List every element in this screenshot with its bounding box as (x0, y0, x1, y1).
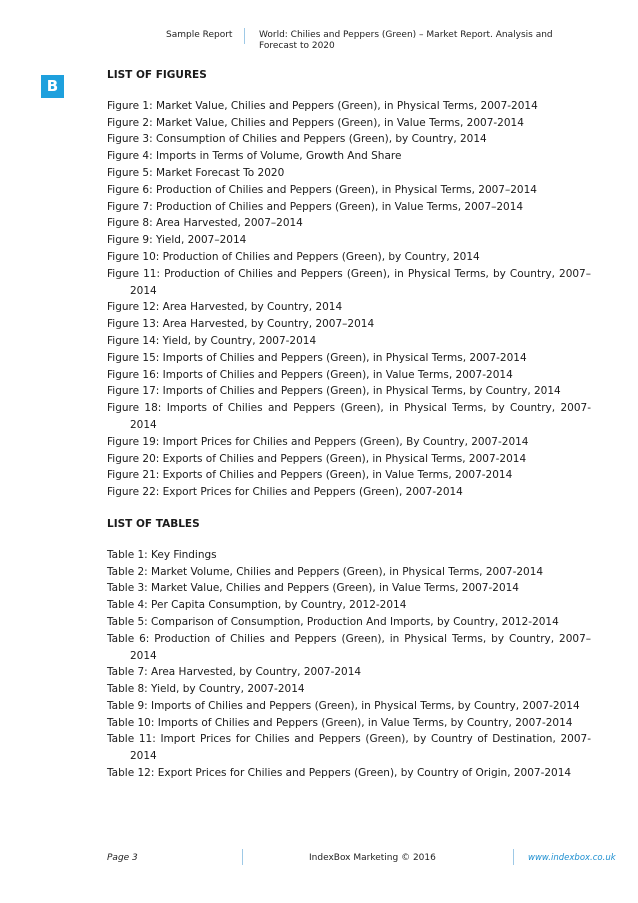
figure-list-item: Figure 5: Market Forecast To 2020 (107, 166, 285, 179)
figures-heading: LIST OF FIGURES (107, 69, 207, 81)
table-list-item: Table 5: Comparison of Consumption, Production And Imports, by Country, 2012-2014 (107, 615, 559, 628)
footer-copyright: IndexBox Marketing © 2016 (309, 853, 436, 863)
tables-heading: LIST OF TABLES (107, 517, 200, 530)
figure-list-item: Figure 11: Production of Chilies and Peppers (Green), in Physical Terms, by Country, 2007–2014 (107, 267, 591, 297)
figure-list-item: Figure 9: Yield, 2007–2014 (107, 234, 247, 247)
table-list-item: Table 1: Key Findings (107, 548, 217, 561)
figure-list-item: Figure 19: Import Prices for Chilies and Peppers (Green), By Country, 2007-2014 (107, 435, 529, 448)
figure-list-item: Figure 7: Production of Chilies and Peppers (Green), in Value Terms, 2007–2014 (107, 200, 524, 213)
figure-list-item: Figure 2: Market Value, Chilies and Peppers (Green), in Value Terms, 2007-2014 (107, 116, 524, 129)
table-list-item: Table 7: Area Harvested, by Country, 2007-2014 (107, 666, 362, 679)
table-list-item: Table 9: Imports of Chilies and Peppers (Green), in Physical Terms, by Country, 2007-2014 (107, 699, 580, 712)
tables-list (107, 547, 591, 782)
table-list-item: Table 10: Imports of Chilies and Peppers (Green), in Value Terms, by Country, 2007-2014 (107, 716, 573, 729)
figure-list-item: Figure 17: Imports of Chilies and Peppers (Green), in Physical Terms, by Country, 2014 (107, 385, 561, 398)
table-list-item: Table 4: Per Capita Consumption, by Country, 2012-2014 (107, 599, 407, 612)
table-list-item: Table 3: Market Value, Chilies and Peppers (Green), in Value Terms, 2007-2014 (107, 582, 519, 595)
figure-list-item: Figure 12: Area Harvested, by Country, 2014 (107, 301, 343, 314)
footer-divider-right (513, 849, 514, 865)
figure-list-item: Figure 20: Exports of Chilies and Peppers (Green), in Physical Terms, 2007-2014 (107, 452, 527, 465)
figure-list-item: Figure 1: Market Value, Chilies and Peppers (Green), in Physical Terms, 2007-2014 (107, 99, 538, 112)
figure-list-item: Figure 3: Consumption of Chilies and Peppers (Green), by Country, 2014 (107, 133, 487, 146)
table-list-item: Table 11: Import Prices for Chilies and Peppers (Green), by Country of Destination, 2007-2014 (107, 733, 591, 763)
figure-list-item: Figure 16: Imports of Chilies and Peppers (Green), in Value Terms, 2007-2014 (107, 368, 513, 381)
table-list-item: Table 6: Production of Chilies and Peppers (Green), in Physical Terms, by Country, 2007–2014 (107, 632, 591, 662)
figure-list-item: Figure 13: Area Harvested, by Country, 2007–2014 (107, 318, 375, 331)
figure-list-item: Figure 6: Production of Chilies and Peppers (Green), in Physical Terms, 2007–2014 (107, 183, 537, 196)
figure-list-item: Figure 18: Imports of Chilies and Peppers (Green), in Physical Terms, by Country, 2007-2014 (107, 402, 591, 431)
footer-website-link[interactable]: www.indexbox.co.uk (528, 853, 616, 863)
figures-list (107, 98, 591, 501)
header-divider (244, 28, 245, 44)
table-list-item: Table 12: Export Prices for Chilies and Peppers (Green), by Country of Origin, 2007-2014 (107, 767, 572, 780)
figure-list-item: Figure 21: Exports of Chilies and Peppers (Green), in Value Terms, 2007-2014 (107, 469, 513, 482)
footer-divider-left (242, 849, 243, 865)
brand-logo: B (41, 75, 64, 98)
figure-list-item: Figure 14: Yield, by Country, 2007-2014 (107, 334, 317, 347)
figure-list-item: Figure 15: Imports of Chilies and Peppers (Green), in Physical Terms, 2007-2014 (107, 351, 527, 364)
figure-list-item: Figure 4: Imports in Terms of Volume, Growth And Share (107, 150, 402, 163)
footer-page-number: Page 3 (107, 853, 138, 863)
table-list-item: Table 8: Yield, by Country, 2007-2014 (107, 683, 305, 696)
header-report-title: World: Chilies and Peppers (Green) – Market Report. Analysis and Forecast to 2020 (259, 30, 553, 51)
figure-list-item: Figure 8: Area Harvested, 2007–2014 (107, 217, 303, 230)
figure-list-item: Figure 22: Export Prices for Chilies and Peppers (Green), 2007-2014 (107, 486, 463, 499)
header-report-type: Sample Report (166, 30, 233, 40)
document-body (107, 67, 591, 782)
table-list-item: Table 2: Market Volume, Chilies and Peppers (Green), in Physical Terms, 2007-2014 (107, 565, 544, 578)
figure-list-item: Figure 10: Production of Chilies and Peppers (Green), by Country, 2014 (107, 250, 480, 263)
